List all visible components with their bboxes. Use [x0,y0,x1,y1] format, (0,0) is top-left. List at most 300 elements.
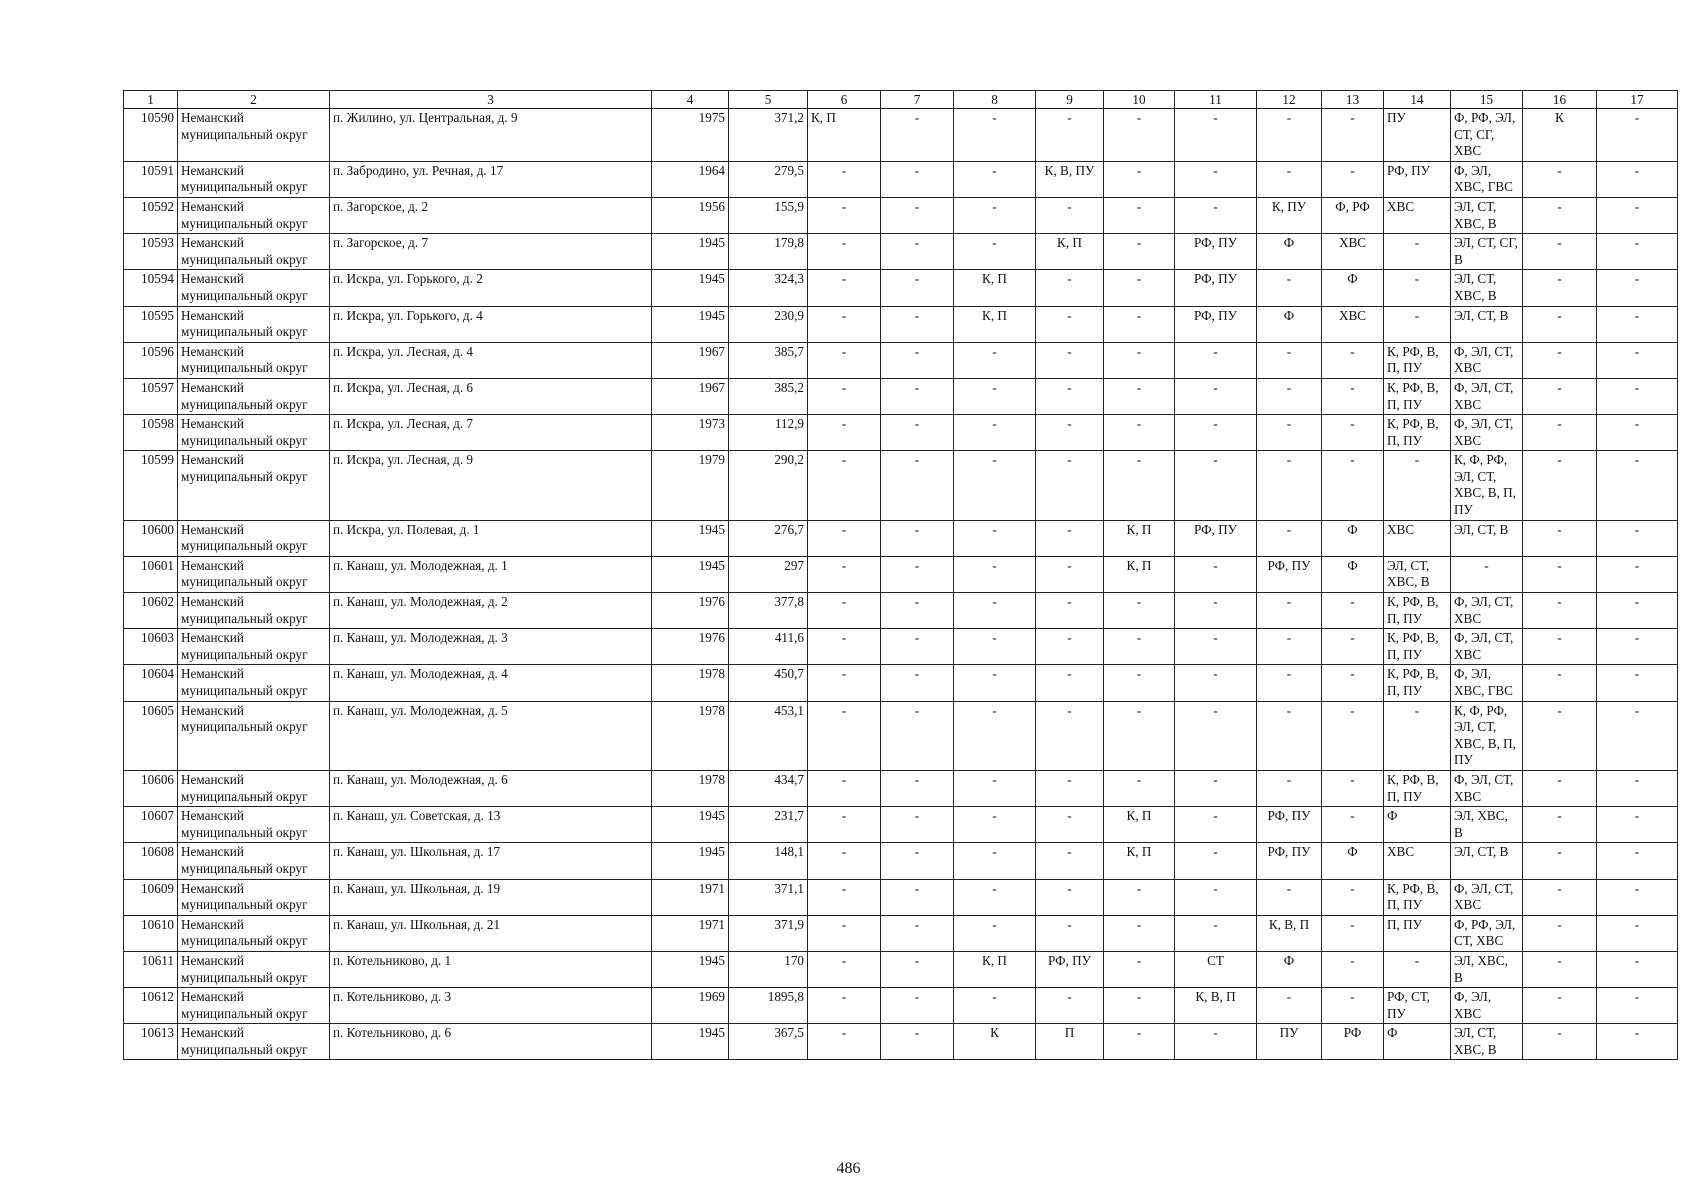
cell-col-16: - [1523,270,1597,306]
table-body [124,109,1678,1060]
cell-col-11: - [1175,415,1257,451]
cell-col-5: 276,7 [729,520,808,556]
cell-col-17: - [1597,234,1678,270]
cell-col-8: - [954,161,1036,197]
header-cell-col-11: 11 [1175,91,1257,109]
cell-col-15: ЭЛ, СТ, ХВС, В [1451,197,1523,233]
cell-col-9: - [1036,109,1104,162]
cell-col-5: 148,1 [729,843,808,879]
cell-col-5: 179,8 [729,234,808,270]
cell-col-1: 10604 [124,665,178,701]
cell-col-2: Неманский муниципальный округ [178,109,330,162]
cell-col-14: - [1384,234,1451,270]
cell-col-14: - [1384,306,1451,342]
cell-col-8: К, П [954,951,1036,987]
cell-col-5: 1895,8 [729,988,808,1024]
cell-col-4: 1978 [652,701,729,770]
cell-col-8: - [954,451,1036,520]
cell-col-15: Ф, ЭЛ, ХВС, ГВС [1451,665,1523,701]
cell-col-3: п. Искра, ул. Горького, д. 2 [330,270,652,306]
cell-col-12: - [1257,342,1322,378]
cell-col-17: - [1597,951,1678,987]
cell-col-9: - [1036,270,1104,306]
cell-col-13: - [1322,988,1384,1024]
cell-col-4: 1978 [652,770,729,806]
cell-col-3: п. Искра, ул. Полевая, д. 1 [330,520,652,556]
cell-col-13: - [1322,161,1384,197]
cell-col-5: 367,5 [729,1024,808,1060]
cell-col-4: 1945 [652,306,729,342]
cell-col-3: п. Канаш, ул. Молодежная, д. 6 [330,770,652,806]
cell-col-4: 1956 [652,197,729,233]
cell-col-3: п. Канаш, ул. Молодежная, д. 2 [330,593,652,629]
cell-col-14: - [1384,270,1451,306]
cell-col-11: - [1175,556,1257,592]
cell-col-7: - [881,807,954,843]
cell-col-8: - [954,197,1036,233]
header-cell-col-14: 14 [1384,91,1451,109]
cell-col-14: К, РФ, В, П, ПУ [1384,629,1451,665]
cell-col-16: - [1523,378,1597,414]
cell-col-3: п. Загорское, д. 2 [330,197,652,233]
cell-col-15: ЭЛ, СТ, ХВС, В [1451,1024,1523,1060]
cell-col-14: К, РФ, В, П, ПУ [1384,770,1451,806]
cell-col-2: Неманский муниципальный округ [178,665,330,701]
cell-col-5: 377,8 [729,593,808,629]
cell-col-15: Ф, ЭЛ, СТ, ХВС [1451,629,1523,665]
cell-col-9: - [1036,415,1104,451]
cell-col-13: Ф [1322,520,1384,556]
table-row [124,629,1678,665]
cell-col-16: - [1523,593,1597,629]
cell-col-14: РФ, СТ, ПУ [1384,988,1451,1024]
cell-col-14: К, РФ, В, П, ПУ [1384,879,1451,915]
cell-col-8: - [954,109,1036,162]
cell-col-8: - [954,593,1036,629]
cell-col-16: - [1523,988,1597,1024]
cell-col-7: - [881,234,954,270]
cell-col-17: - [1597,556,1678,592]
cell-col-8: - [954,701,1036,770]
cell-col-2: Неманский муниципальный округ [178,843,330,879]
cell-col-5: 371,2 [729,109,808,162]
cell-col-7: - [881,915,954,951]
cell-col-12: - [1257,770,1322,806]
cell-col-15: Ф, ЭЛ, СТ, ХВС [1451,770,1523,806]
cell-col-4: 1945 [652,951,729,987]
header-cell-col-17: 17 [1597,91,1678,109]
cell-col-8: - [954,843,1036,879]
cell-col-8: - [954,234,1036,270]
cell-col-14: ХВС [1384,197,1451,233]
cell-col-3: п. Загорское, д. 7 [330,234,652,270]
cell-col-5: 170 [729,951,808,987]
cell-col-13: - [1322,770,1384,806]
cell-col-6: - [808,915,881,951]
cell-col-5: 230,9 [729,306,808,342]
cell-col-16: - [1523,843,1597,879]
cell-col-10: - [1104,988,1175,1024]
cell-col-3: п. Искра, ул. Лесная, д. 7 [330,415,652,451]
cell-col-9: - [1036,915,1104,951]
cell-col-13: - [1322,951,1384,987]
cell-col-4: 1945 [652,1024,729,1060]
cell-col-14: - [1384,451,1451,520]
cell-col-16: - [1523,197,1597,233]
cell-col-13: Ф [1322,556,1384,592]
cell-col-15: Ф, ЭЛ, СТ, ХВС [1451,879,1523,915]
cell-col-10: К, П [1104,556,1175,592]
cell-col-3: п. Канаш, ул. Молодежная, д. 1 [330,556,652,592]
cell-col-3: п. Канаш, ул. Молодежная, д. 3 [330,629,652,665]
cell-col-3: п. Канаш, ул. Молодежная, д. 4 [330,665,652,701]
table-row [124,520,1678,556]
cell-col-11: - [1175,342,1257,378]
cell-col-15: ЭЛ, СТ, В [1451,306,1523,342]
cell-col-16: - [1523,161,1597,197]
cell-col-1: 10593 [124,234,178,270]
cell-col-9: К, П [1036,234,1104,270]
cell-col-9: - [1036,520,1104,556]
cell-col-16: - [1523,951,1597,987]
cell-col-16: - [1523,234,1597,270]
header-cell-col-6: 6 [808,91,881,109]
cell-col-11: РФ, ПУ [1175,306,1257,342]
cell-col-12: - [1257,629,1322,665]
cell-col-8: К [954,1024,1036,1060]
cell-col-6: - [808,665,881,701]
cell-col-7: - [881,988,954,1024]
cell-col-2: Неманский муниципальный округ [178,415,330,451]
cell-col-16: - [1523,556,1597,592]
cell-col-3: п. Канаш, ул. Школьная, д. 21 [330,915,652,951]
cell-col-6: - [808,520,881,556]
cell-col-9: - [1036,342,1104,378]
cell-col-1: 10597 [124,378,178,414]
cell-col-11: - [1175,197,1257,233]
cell-col-15: Ф, ЭЛ, СТ, ХВС [1451,415,1523,451]
table-row [124,879,1678,915]
cell-col-6: - [808,843,881,879]
cell-col-4: 1964 [652,161,729,197]
cell-col-10: - [1104,306,1175,342]
cell-col-12: - [1257,378,1322,414]
cell-col-11: - [1175,161,1257,197]
cell-col-16: - [1523,629,1597,665]
cell-col-16: - [1523,342,1597,378]
cell-col-5: 279,5 [729,161,808,197]
table-row [124,1024,1678,1060]
cell-col-15: ЭЛ, ХВС, В [1451,951,1523,987]
cell-col-13: Ф, РФ [1322,197,1384,233]
cell-col-6: - [808,197,881,233]
cell-col-14: К, РФ, В, П, ПУ [1384,378,1451,414]
cell-col-2: Неманский муниципальный округ [178,879,330,915]
cell-col-5: 297 [729,556,808,592]
cell-col-6: - [808,1024,881,1060]
cell-col-10: - [1104,701,1175,770]
cell-col-13: - [1322,342,1384,378]
cell-col-6: - [808,701,881,770]
cell-col-15: Ф, РФ, ЭЛ, СТ, СГ, ХВС [1451,109,1523,162]
cell-col-17: - [1597,378,1678,414]
cell-col-10: К, П [1104,843,1175,879]
cell-col-7: - [881,843,954,879]
table-row [124,701,1678,770]
cell-col-6: - [808,629,881,665]
cell-col-10: - [1104,342,1175,378]
cell-col-2: Неманский муниципальный округ [178,342,330,378]
cell-col-16: К [1523,109,1597,162]
cell-col-11: - [1175,770,1257,806]
cell-col-1: 10611 [124,951,178,987]
cell-col-8: - [954,665,1036,701]
cell-col-15: Ф, РФ, ЭЛ, СТ, ХВС [1451,915,1523,951]
cell-col-17: - [1597,593,1678,629]
cell-col-14: - [1384,701,1451,770]
cell-col-16: - [1523,770,1597,806]
cell-col-17: - [1597,629,1678,665]
cell-col-14: К, РФ, В, П, ПУ [1384,342,1451,378]
cell-col-13: ХВС [1322,234,1384,270]
cell-col-11: - [1175,109,1257,162]
cell-col-15: К, Ф, РФ, ЭЛ, СТ, ХВС, В, П, ПУ [1451,701,1523,770]
cell-col-15: ЭЛ, ХВС, В [1451,807,1523,843]
cell-col-10: - [1104,770,1175,806]
cell-col-12: К, В, П [1257,915,1322,951]
cell-col-3: п. Канаш, ул. Школьная, д. 19 [330,879,652,915]
cell-col-14: П, ПУ [1384,915,1451,951]
cell-col-6: - [808,593,881,629]
cell-col-12: - [1257,988,1322,1024]
cell-col-14: Ф [1384,1024,1451,1060]
cell-col-6: - [808,270,881,306]
cell-col-5: 411,6 [729,629,808,665]
cell-col-9: - [1036,629,1104,665]
header-cell-col-4: 4 [652,91,729,109]
cell-col-8: - [954,988,1036,1024]
cell-col-7: - [881,1024,954,1060]
cell-col-4: 1945 [652,270,729,306]
cell-col-10: - [1104,234,1175,270]
cell-col-2: Неманский муниципальный округ [178,234,330,270]
cell-col-13: - [1322,451,1384,520]
header-cell-col-15: 15 [1451,91,1523,109]
cell-col-3: п. Искра, ул. Лесная, д. 4 [330,342,652,378]
cell-col-12: - [1257,520,1322,556]
cell-col-3: п. Котельниково, д. 6 [330,1024,652,1060]
cell-col-2: Неманский муниципальный округ [178,451,330,520]
cell-col-8: К, П [954,270,1036,306]
cell-col-7: - [881,629,954,665]
cell-col-6: - [808,415,881,451]
cell-col-4: 1945 [652,556,729,592]
cell-col-17: - [1597,879,1678,915]
cell-col-11: РФ, ПУ [1175,520,1257,556]
cell-col-8: - [954,556,1036,592]
table-row [124,415,1678,451]
cell-col-16: - [1523,915,1597,951]
cell-col-1: 10612 [124,988,178,1024]
cell-col-17: - [1597,415,1678,451]
cell-col-6: - [808,378,881,414]
table-row [124,342,1678,378]
cell-col-3: п. Канаш, ул. Школьная, д. 17 [330,843,652,879]
cell-col-16: - [1523,415,1597,451]
cell-col-13: - [1322,629,1384,665]
cell-col-13: - [1322,807,1384,843]
cell-col-2: Неманский муниципальный округ [178,306,330,342]
cell-col-13: Ф [1322,843,1384,879]
cell-col-4: 1975 [652,109,729,162]
cell-col-9: - [1036,665,1104,701]
header-cell-col-12: 12 [1257,91,1322,109]
cell-col-17: - [1597,520,1678,556]
cell-col-4: 1979 [652,451,729,520]
cell-col-17: - [1597,306,1678,342]
cell-col-10: - [1104,270,1175,306]
table-row [124,915,1678,951]
cell-col-11: СТ [1175,951,1257,987]
header-cell-col-3: 3 [330,91,652,109]
cell-col-15: Ф, ЭЛ, ХВС, ГВС [1451,161,1523,197]
cell-col-2: Неманский муниципальный округ [178,520,330,556]
table-row [124,951,1678,987]
cell-col-7: - [881,701,954,770]
table-row [124,988,1678,1024]
cell-col-9: - [1036,451,1104,520]
cell-col-1: 10603 [124,629,178,665]
cell-col-11: - [1175,665,1257,701]
cell-col-2: Неманский муниципальный округ [178,556,330,592]
cell-col-1: 10606 [124,770,178,806]
cell-col-6: - [808,234,881,270]
cell-col-12: РФ, ПУ [1257,807,1322,843]
cell-col-14: ПУ [1384,109,1451,162]
cell-col-3: п. Забродино, ул. Речная, д. 17 [330,161,652,197]
cell-col-5: 371,1 [729,879,808,915]
cell-col-5: 385,7 [729,342,808,378]
cell-col-12: - [1257,593,1322,629]
cell-col-1: 10610 [124,915,178,951]
cell-col-11: К, В, П [1175,988,1257,1024]
table-row [124,197,1678,233]
cell-col-16: - [1523,879,1597,915]
cell-col-12: - [1257,161,1322,197]
cell-col-13: - [1322,879,1384,915]
cell-col-2: Неманский муниципальный округ [178,378,330,414]
cell-col-14: Ф [1384,807,1451,843]
cell-col-10: К, П [1104,520,1175,556]
cell-col-4: 1969 [652,988,729,1024]
header-cell-col-13: 13 [1322,91,1384,109]
cell-col-1: 10595 [124,306,178,342]
cell-col-4: 1945 [652,843,729,879]
cell-col-12: Ф [1257,306,1322,342]
cell-col-10: - [1104,109,1175,162]
cell-col-6: - [808,807,881,843]
cell-col-1: 10605 [124,701,178,770]
cell-col-9: - [1036,879,1104,915]
cell-col-5: 453,1 [729,701,808,770]
cell-col-14: - [1384,951,1451,987]
cell-col-4: 1971 [652,915,729,951]
cell-col-7: - [881,556,954,592]
cell-col-11: - [1175,879,1257,915]
cell-col-3: п. Искра, ул. Лесная, д. 9 [330,451,652,520]
cell-col-1: 10602 [124,593,178,629]
table-row [124,593,1678,629]
cell-col-16: - [1523,1024,1597,1060]
cell-col-5: 324,3 [729,270,808,306]
cell-col-17: - [1597,915,1678,951]
header-cell-col-8: 8 [954,91,1036,109]
cell-col-10: - [1104,378,1175,414]
cell-col-17: - [1597,1024,1678,1060]
cell-col-15: ЭЛ, СТ, В [1451,520,1523,556]
cell-col-11: - [1175,629,1257,665]
cell-col-15: Ф, ЭЛ, СТ, ХВС [1451,342,1523,378]
cell-col-7: - [881,342,954,378]
cell-col-10: - [1104,951,1175,987]
table-row [124,665,1678,701]
cell-col-9: П [1036,1024,1104,1060]
cell-col-12: - [1257,270,1322,306]
cell-col-1: 10613 [124,1024,178,1060]
cell-col-15: Ф, ЭЛ, ХВС [1451,988,1523,1024]
cell-col-13: РФ [1322,1024,1384,1060]
cell-col-14: ЭЛ, СТ, ХВС, В [1384,556,1451,592]
cell-col-13: - [1322,415,1384,451]
table-row [124,306,1678,342]
cell-col-9: - [1036,378,1104,414]
header-cell-col-5: 5 [729,91,808,109]
cell-col-5: 112,9 [729,415,808,451]
cell-col-9: К, В, ПУ [1036,161,1104,197]
cell-col-6: - [808,951,881,987]
cell-col-2: Неманский муниципальный округ [178,701,330,770]
cell-col-5: 434,7 [729,770,808,806]
cell-col-17: - [1597,701,1678,770]
cell-col-9: - [1036,807,1104,843]
cell-col-13: - [1322,665,1384,701]
cell-col-12: - [1257,451,1322,520]
cell-col-8: - [954,915,1036,951]
cell-col-10: - [1104,593,1175,629]
cell-col-3: п. Жилино, ул. Центральная, д. 9 [330,109,652,162]
cell-col-1: 10596 [124,342,178,378]
cell-col-15: ЭЛ, СТ, ХВС, В [1451,270,1523,306]
cell-col-4: 1967 [652,378,729,414]
header-cell-col-1: 1 [124,91,178,109]
table-row [124,161,1678,197]
cell-col-16: - [1523,451,1597,520]
cell-col-1: 10591 [124,161,178,197]
page-number: 486 [836,1160,861,1177]
cell-col-1: 10598 [124,415,178,451]
cell-col-10: - [1104,915,1175,951]
cell-col-11: - [1175,451,1257,520]
cell-col-5: 385,2 [729,378,808,414]
cell-col-12: - [1257,415,1322,451]
cell-col-3: п. Котельниково, д. 3 [330,988,652,1024]
cell-col-7: - [881,879,954,915]
cell-col-16: - [1523,807,1597,843]
cell-col-2: Неманский муниципальный округ [178,951,330,987]
cell-col-15: ЭЛ, СТ, В [1451,843,1523,879]
table-header [124,91,1678,109]
cell-col-17: - [1597,197,1678,233]
